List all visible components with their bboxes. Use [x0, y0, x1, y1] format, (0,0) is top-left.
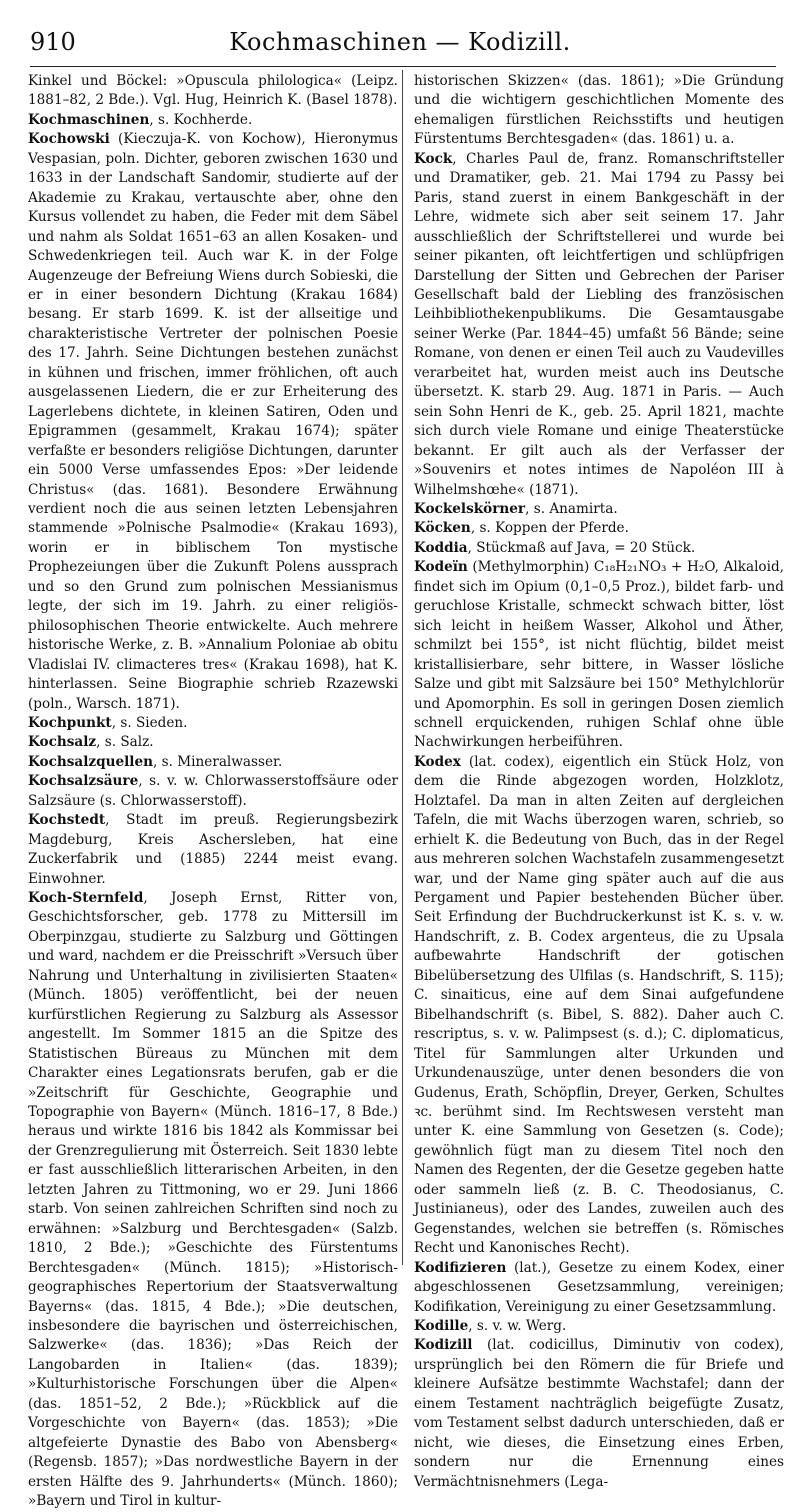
entry: Kodizill (lat. codicillus, Diminutiv von codex), ursprünglich bei den Römern die für Briefe und kleinere Aufsätze bestimmte Wachstafel; dann der einem Testament nachträglich beigefügte Zusatz, vom Testament selbst dadurch unterschieden, daß er nicht, wie dieses, die Einsetzung eines Erben, sondern nur die Ernennung eines Vermächtnisnehmers (Lega-	[414, 1337, 784, 1490]
entry: Kochowski (Kieczuja-K. von Kochow), Hieronymus Vespasian, poln. Dichter, geboren zwischen 1630 und 1633 in der Landschaft Sandomir, studierte auf der Akademie zu Krakau, vertauschte aber, ohne den Kursus vollendet zu haben, die Feder mit dem Säbel und nahm als Soldat 1651–63 an allen Kosaken- und Schwedenkriegen teil. Auch war K. in der Folge Augenzeuge der Befreiung Wiens durch Sobieski, die er in einer besondern Dichtung (Krakau 1684) besang. Er starb 1699. K. ist der allseitige und charakteristische Vertreter der polnischen Poesie des 17. Jahrh. Seine Dichtungen bestehen zunächst in kühnen und frischen, immer fröhlichen, oft auch ausgelassenen Liedern, die er zur Erheiterung des Lagerlebens dichtete, in kleinen Satiren, Oden und Epigrammen (gesammelt, Krakau 1674); später verfaßte er besonders religiöse Dichtungen, darunter ein 5000 Verse umfassendes Epos: »Der leidende Christus« (das. 1681). Besondere Erwähnung verdient noch die aus seinen letzten Lebensjahren stammende »Polnische Psalmodie« (Krakau 1693), worin er in biblischem Ton mystische Prophezeiungen über die Zukunft Polens aussprach und so den Grund zum polnischen Messianismus legte, der sich im 19. Jahrh. zu einer religiös-philosophischen Theorie entwickelte. Auch mehrere historische Werke, z. B. »Annalium Poloniae ab obitu Vladislai IV. climacteres tres« (Krakau 1698), hat K. hinterlassen. Seine Biographie schrieb Rzazewski (poln., Warsch. 1871).	[28, 131, 398, 712]
right-column	[414, 72, 784, 1492]
column-divider	[402, 70, 403, 1265]
entry: Kochpunkt, s. Sieden.	[28, 714, 188, 731]
entry: Kochsalzquellen, s. Mineralwasser.	[28, 753, 283, 770]
entry: Kock, Charles Paul de, franz. Romanschriftsteller und Dramatiker, geb. 21. Mai 1794 zu Passy bei Paris, stand zuerst in einem Bankgeschäft in der Lehre, widmete sich aber seit seinem 17. Jahr ausschließlich der Schriftstellerei und wurde bei seiner pikanten, oft leichtfertigen und schlüpfrigen Darstellung der Sitten und Gebrechen der Pariser Gesellschaft bald der Liebling des französischen Leihbibliothekenpublikums. Die Gesamtausgabe seiner Werke (Par. 1844–45) umfaßt 56 Bände; seine Romane, von denen er einen Teil auch zu Vaudevilles verarbeitet hat, wurden meist auch ins Deutsche übersetzt. K. starb 29. Aug. 1871 in Paris. — Auch sein Sohn Henri de K., geb. 25. April 1821, machte sich durch viele Romane und einige Theaterstücke bekannt. Er gilt auch als der Verfasser der »Souvenirs et notes intimes de Napoléon III à Wilhelmshœhe« (1871).	[414, 150, 784, 498]
entry: Kodifizieren (lat.), Gesetze zu einem Kodex, einer abgeschlossenen Gesetzsammlung, vereinigen; Kodifikation, Vereinigung zu einer Gesetzsammlung.	[414, 1259, 784, 1315]
entry: Kockelskörner, s. Anamirta.	[414, 500, 618, 517]
entry: historischen Skizzen« (das. 1861); »Die Gründung und die wichtigern geschichtlichen Momente des ehemaligen fürstlichen Reichsstifts und heutigen Fürstentums Berchtesgaden« (das. 1861) u. a.	[414, 73, 784, 148]
entry: Kodeïn (Methylmorphin) C₁₈H₂₁NO₃ + H₂O, Alkaloid, findet sich im Opium (0,1–0,5 Proz.), bildet farb- und geruchlose Kristalle, schmeckt schwach bitter, löst sich leicht in heißem Wasser, Alkohol und Äther, schmilzt bei 155°, ist nicht flüchtig, bildet meist kristallisierbare, sehr bittere, in Wasser lösliche Salze und gibt mit Salzsäure bei 150° Methylchlorür und Apomorphin. Es soll in geringen Dosen ziemlich schnell erquickenden, ruhigen Schlaf ohne üble Nachwirkungen herbeiführen.	[414, 559, 784, 751]
entry: Kochsalzsäure, s. v. w. Chlorwasserstoffsäure oder Salzsäure (s. Chlorwasserstoff).	[28, 773, 398, 809]
entry: Köcken, s. Koppen der Pferde.	[414, 520, 629, 537]
entry: Kodex (lat. codex), eigentlich ein Stück Holz, von dem die Rinde abgezogen worden, Holzklotz, Holztafel. Da man in alten Zeiten auf dergleichen Tafeln, die mit Wachs überzogen waren, schrieb, so erhielt K. die Bedeutung von Buch, das in der Regel aus mehreren solchen Wachstafeln zusammengesetzt war, und der Name ging später auch auf die aus Pergament und Papier bestehenden Bücher über. Seit Erfindung der Buchdruckerkunst ist K. s. v. w. Handschrift, z. B. Codex argenteus, die zu Upsala aufbewahrte Handschrift der gotischen Bibelübersetzung des Ulfilas (s. Handschrift, S. 115); C. sinaiticus, eine auf dem Sinai aufgefundene Bibelhandschrift (s. Bibel, S. 882). Daher auch C. rescriptus, s. v. w. Palimpsest (s. d.); C. diplomaticus, Titel für Sammlungen alter Urkunden und Urkundenauszüge, unter denen besonders die von Gudenus, Erath, Schöpflin, Dreyer, Gerken, Schultes ꝛc. berühmt sind. Im Rechtswesen versteht man unter K. eine Sammlung von Gesetzen (s. Code); gewöhnlich fügt man zu diesem Titel noch den Namen des Regenten, der die Gesetze gegeben hatte oder sammeln ließ (z. B. C. Theodosianus, C. Justinianeus), oder des Landes, zuweilen auch des Gegenstandes, welchen sie betreffen (s. Römisches Recht und Kanonisches Recht).	[414, 753, 784, 1257]
entry: Kinkel und Böckel: »Opuscula philologica« (Leipz. 1881–82, 2 Bde.). Vgl. Hug, Heinrich K. (Basel 1878).	[28, 73, 398, 109]
entry: Kochmaschinen, s. Kochherde.	[28, 111, 253, 128]
entry: Kodille, s. v. w. Werg.	[414, 1318, 567, 1334]
running-head: Kochmaschinen — Kodizill.	[229, 28, 571, 56]
header-rule	[30, 66, 776, 67]
entry: Koddia, Stückmaß auf Java, = 20 Stück.	[414, 539, 696, 556]
entry: Kochstedt, Stadt im preuß. Regierungsbezirk Magdeburg, Kreis Aschersleben, hat eine Zuckerfabrik und (1885) 2244 meist evang. Einwohner.	[28, 812, 398, 887]
entry: Kochsalz, s. Salz.	[28, 734, 154, 751]
page-number: 910	[30, 28, 76, 56]
page-header	[24, 28, 776, 62]
left-column	[28, 72, 398, 1512]
entry: Koch-Sternfeld, Joseph Ernst, Ritter von, Geschichtsforscher, geb. 1778 zu Mittersill im Oberpinzgau, studierte zu Salzburg und Göttingen und ward, nachdem er die Preisschrift »Versuch über Nahrung und Unterhaltung in zivilisierten Staaten« (Münch. 1805) veröffentlicht, bei der neuen kurfürstlichen Regierung zu Salzburg als Assessor angestellt. Im Sommer 1815 an die Spitze des Statistischen Büreaus zu München mit dem Charakter eines Legationsrats berufen, gab er die »Zeitschrift für Geschichte, Geographie und Topographie von Bayern« (Münch. 1816–17, 8 Bde.) heraus und wirkte 1816 bis 1842 als Kommissar bei der Grenzregulierung mit Österreich. Seit 1830 lebte er fast ausschließlich litterarischen Arbeiten, in den letzten Jahren zu Tittmoning, wo er 29. Juni 1866 starb. Von seinen zahlreichen Schriften sind noch zu erwähnen: »Salzburg und Berchtesgaden« (Salzb. 1810, 2 Bde.); »Geschichte des Fürstentums Berchtesgaden« (Münch. 1815); »Historisch-geographisches Repertorium der Staatsverwaltung Bayerns« (das. 1815, 4 Bde.); »Die deutschen, insbesondere die bayrischen und österreichischen, Salzwerke« (das. 1836); »Das Reich der Langobarden in Italien« (das. 1839); »Kulturhistorische Forschungen über die Alpen« (das. 1851–52, 2 Bde.); »Rückblick auf die Vorgeschichte von Bayern« (das. 1853); »Die altgefeierte Dynastie des Babo von Abensberg« (Regensb. 1857); »Das nordwestliche Bayern in der ersten Hälfte des 9. Jahrhunderts« (Münch. 1860); »Bayern und Tirol in kultur-	[28, 890, 398, 1510]
